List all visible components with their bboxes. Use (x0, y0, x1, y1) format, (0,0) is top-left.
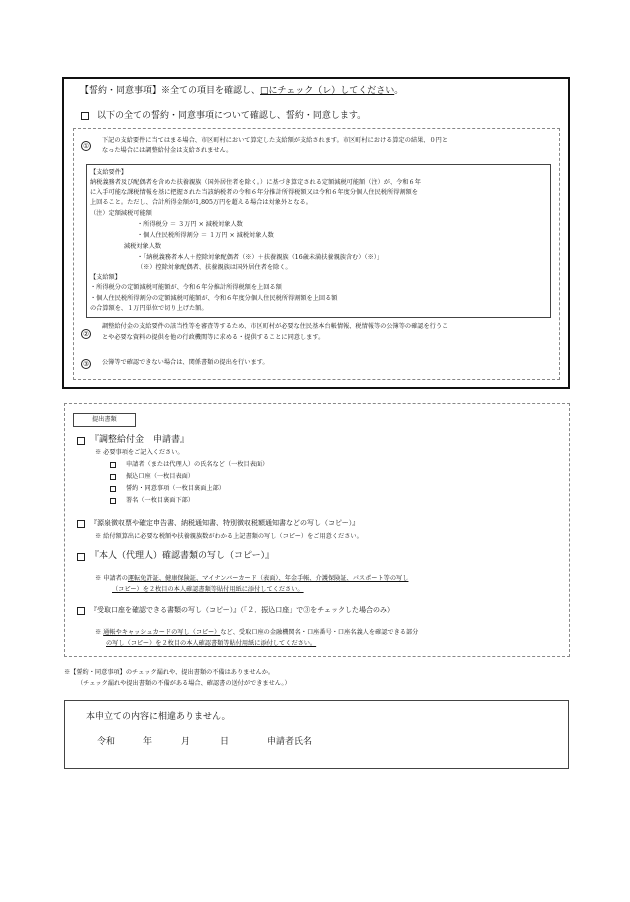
oath-header (80, 87, 403, 96)
doc1-sub3-label: 誓約・同意事項（一枚目裏面上部） (126, 485, 225, 492)
amount-line2: ・個人住民税所得割分の定額減税可能額が、令和６年度分個人住民税所得割額を上回る額 (90, 295, 338, 302)
doc2-title: 『源泉徴収票や確定申告書、納税通知書、特別徴収税額通知書などの写し（コピー）』 (90, 519, 360, 527)
all-consent-checkbox[interactable] (81, 112, 89, 120)
day-label: 日 (220, 737, 230, 747)
doc2-checkbox[interactable] (77, 520, 85, 528)
note-reduction-count: 減税対象人数 (124, 243, 162, 250)
doc1-sub4-checkbox[interactable] (110, 498, 116, 504)
doc4-note-passbook: 通帳やキャッシュカードの写し（コピー） (103, 629, 221, 636)
doc4-note-line2: の写し（コピー）を２枚目の本人確認書類等貼付用紙に添付してください。 (106, 640, 317, 647)
doc3-checkbox[interactable] (77, 553, 85, 561)
item2-number: ② (81, 329, 91, 339)
requirements-line1: 納税義務者及び配偶者を含めた扶養親族（国外居住者を除く。）に基づき算定される定額減税可能額（注）が、令和６年 (90, 179, 421, 186)
note-resident-tax: ・個人住民税所得割分 ＝ １万円 × 減税対象人数 (137, 232, 274, 239)
year-label: 年 (143, 737, 153, 747)
amount-title: 【支給額】 (90, 274, 121, 281)
applicant-name-label: 申請者氏名 (267, 737, 313, 747)
amount-line1: ・所得税分の定額減税可能額が、令和６年分推計所得税額を上回る額 (90, 284, 282, 291)
note-exclusion: （※）控除対象配偶者、扶養親族は国外居住者を除く。 (137, 264, 292, 271)
doc4-note-rest: など、受取口座の金融機関名・口座番号・口座名義人を確認できる部分 (220, 629, 419, 636)
doc4-title: 『受取口座を確認できる書類の写し（コピー）』（「２．振込口座」で③をチェックした場合のみ） (90, 606, 395, 614)
doc3-note-line1 (95, 576, 408, 582)
warning-line1: ※【誓約・同意事項】のチェック漏れや、提出書類の不備はありませんか。 (64, 669, 275, 676)
warning-line2: （チェック漏れや提出書類の不備がある場合、確認書の送付ができません。） (77, 680, 291, 687)
amount-line3: の合算額を、１万円単位で切り上げた額。 (90, 305, 208, 312)
doc3-note-line2: （コピー）を２枚目の本人確認書類等貼付用紙に添付してください。 (112, 586, 304, 593)
doc1-sub2-label: 振込口座（一枚目表面） (126, 473, 195, 480)
all-consent-label: 以下の全ての誓約・同意事項について確認し、誓約・同意します。 (97, 111, 367, 121)
item1-number: ① (81, 141, 91, 151)
era-label: 令和 (97, 737, 116, 747)
month-label: 月 (181, 737, 191, 747)
doc1-sub3-checkbox[interactable] (110, 486, 116, 492)
signature-section (64, 700, 569, 769)
doc1-sub2-checkbox[interactable] (110, 474, 116, 480)
item1-text-line2: なった場合には調整給付金は支給されません。 (102, 147, 233, 154)
note-income-tax: ・所得税分 ＝ ３万円 × 減税対象人数 (137, 221, 243, 228)
oath-header-prefix: 【誓約・同意事項】※全ての項目を確認し、 (80, 86, 261, 96)
item2-text-line2: とや必要な資料の提供を他の行政機関等に求める・提供することに同意します。 (102, 334, 325, 341)
doc4-note-prefix: ※ (95, 629, 104, 636)
doc3-note-docs: 運転免許証、健康保険証、マイナンバーカード（表面）、年金手帳、介護保険証、パスポート等の写し (127, 575, 409, 582)
doc1-title: 『調整給付金 申請書』 (90, 435, 190, 445)
doc3-note-prefix: ※ 申請者の (95, 575, 128, 582)
doc1-checkbox[interactable] (77, 437, 85, 445)
oath-header-instruction: □にチェック（レ）してください (260, 86, 395, 96)
doc3-title: 『本人（代理人）確認書類の写し（コピー）』 (90, 551, 275, 561)
requirements-title: 【支給要件】 (90, 169, 128, 176)
declaration-text: 本申立ての内容に相違ありません。 (86, 712, 231, 722)
oath-header-suffix: 。 (394, 86, 404, 96)
doc1-sub1-checkbox[interactable] (110, 462, 116, 468)
requirements-line3: 上回ること。ただし、合計所得金額が1,805万円を超える場合は対象外となる。 (90, 199, 312, 206)
doc1-sub1-label: 申請者（または代理人）の氏名など（一枚目表面） (126, 461, 269, 468)
doc1-note: ※ 必要事項をご記入ください。 (95, 449, 184, 456)
requirements-line2: に入手可能な課税情報を基に把握された当該納税者の令和６年分推計所得税額又は令和６年度分個人住民税所得割額を (90, 189, 418, 196)
documents-title: 提出書類 (73, 413, 136, 427)
item1-text-line1: 下記の支給要件に当てはまる場合、市区町村において算定した支給額が支給されます。市区町村における算定の結果、０円と (102, 137, 449, 144)
doc1-sub4-label: 署名（一枚目裏面下部） (126, 497, 195, 504)
item3-text: 公簿等で確認できない場合は、関係書類の提出を行います。 (102, 359, 269, 366)
note-count-formula: ・「納税義務者本人＋控除対象配偶者（※）＋扶養親族（16歳未満扶養親族含む）（※）」 (137, 254, 384, 261)
note-title: （注）定額減税可能額 (90, 210, 152, 217)
item2-text-line1: 調整給付金の支給要件の該当性等を審査等するため、市区町村が必要な住民基本台帳情報、税情報等の公簿等の確認を行うこ (102, 323, 449, 330)
doc4-note-line1 (95, 630, 418, 636)
doc2-note: ※ 給付額算出に必要な税額や扶養親族数がわかる上記書類の写し（コピー）をご用意ください。 (95, 533, 363, 540)
item3-number: ③ (81, 359, 91, 369)
doc4-checkbox[interactable] (77, 607, 85, 615)
